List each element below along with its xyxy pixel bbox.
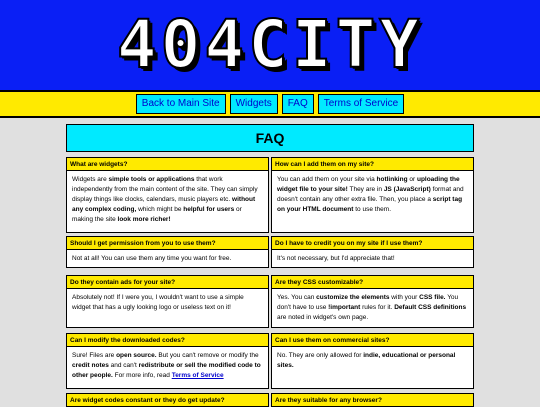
answer-text: You can add them on your site via [277,176,377,183]
nav-terms-of-service[interactable]: Terms of Service [318,94,404,114]
faq-answer [67,347,268,381]
site-banner [0,0,540,90]
faq-question: Should I get permission from you to use them? [67,237,268,250]
answer-text: or making the site [72,206,242,223]
faq-answer [272,289,473,323]
answer-text: Widgets are [72,176,109,183]
faq-card-commercial [271,333,474,389]
faq-card-how-to-add [271,157,474,233]
faq-question: Can I modify the downloaded codes? [67,334,268,347]
answer-text: and can't [108,362,139,369]
faq-question: Are they CSS customizable? [272,276,473,289]
faq-answer [67,250,268,264]
faq-card-ads [66,275,269,328]
faq-heading: FAQ [66,124,474,152]
answer-text: are noted in widget's own page. [277,314,369,321]
faq-answer [67,171,268,225]
site-logo: 404CITY [116,6,424,83]
answer-text: But you can't remove or modify the [156,352,259,359]
faq-question: Are widget codes constant or they do get update? [67,394,268,407]
answer-text: that work independently from the main content of the site. They can simply display things like clocks, calendars, music players etc. [72,176,258,203]
answer-text: It's not necessary, but I'd appreciate that! [277,255,395,262]
answer-emphasis: helpful for users [183,206,235,213]
answer-emphasis: look more richer! [117,216,171,223]
faq-question: How can I add them on my site? [272,158,473,171]
faq-question: Do I have to credit you on my site if I use them? [272,237,473,250]
answer-text: with your [389,294,420,301]
answer-text: which might be [136,206,184,213]
answer-text: You don't have to use [277,294,459,311]
faq-question: What are widgets? [67,158,268,171]
answer-emphasis: Default CSS definitions [394,304,467,311]
nav-widgets[interactable]: Widgets [230,94,278,114]
terms-of-service-link[interactable]: Terms of Service [171,372,224,379]
answer-emphasis: CSS file. [419,294,446,301]
faq-card-css [271,275,474,328]
faq-answer [272,347,473,371]
answer-emphasis: open source. [116,352,157,359]
faq-question: Can I use them on commercial sites? [272,334,473,347]
faq-card-what-are-widgets [66,157,269,233]
answer-emphasis: customize the elements [316,294,390,301]
faq-question: Do they contain ads for your site? [67,276,268,289]
answer-text: For more info, read [112,372,172,379]
answer-emphasis: JS (JavaScript) [383,186,431,193]
answer-emphasis: script tag on your HTML document [277,196,463,213]
answer-emphasis: redistribute or sell the modified code to other people. [72,362,261,379]
answer-emphasis: simple tools or applications [108,176,195,183]
answer-text: rules for it. [360,304,395,311]
faq-answer [67,289,268,313]
answer-text: Absolutely not! If I were you, I wouldn't want to use a simple widget that has a ugly looking logo or useless text on it! [72,294,244,311]
answer-text: Sure! Files are [72,352,117,359]
answer-text: They are in [347,186,384,193]
answer-text: No. They are only allowed for [277,352,364,359]
faq-answer [272,250,473,264]
answer-text: Not at all! You can use them any time you want for free. [72,255,232,262]
faq-card-permission [66,236,269,268]
answer-text: to use them. [353,206,392,213]
faq-question: Are they suitable for any browser? [272,394,473,407]
answer-emphasis: !important [328,304,361,311]
answer-emphasis: without any complex coding, [72,196,256,213]
answer-emphasis: credit notes [72,362,109,369]
faq-answer [272,171,473,215]
nav-back-to-main-site[interactable]: Back to Main Site [136,94,226,114]
answer-emphasis: hotlinking [376,176,408,183]
nav-faq[interactable]: FAQ [282,94,314,114]
faq-card-modify [66,333,269,389]
answer-emphasis: uploading the widget file to your site! [277,176,460,193]
answer-text: Yes. You can [277,294,317,301]
nav-bar [0,90,540,118]
answer-text: format and doesn't contain any other extra file. Then, you place a [277,186,464,203]
faq-card-credit [271,236,474,268]
answer-emphasis: indie, educational or personal sites. [277,352,456,369]
answer-text: or [407,176,417,183]
